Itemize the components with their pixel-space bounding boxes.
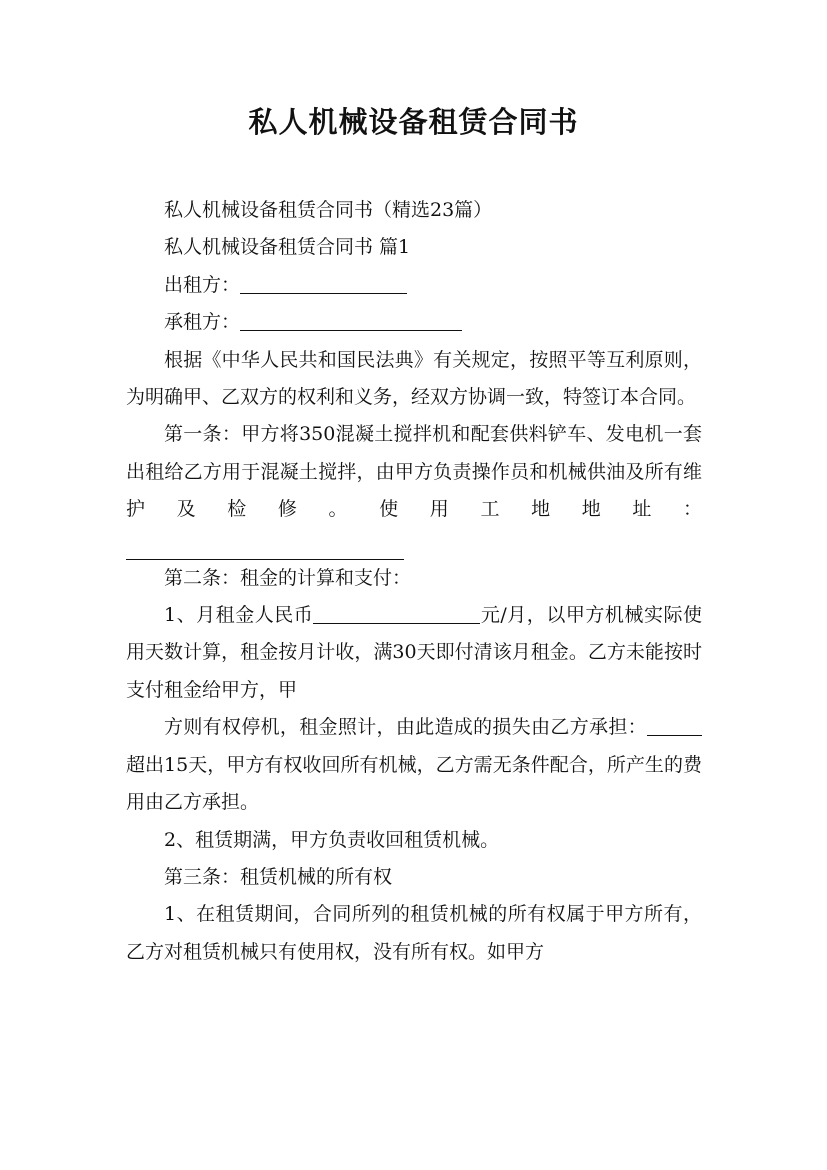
rent-suffix: 元/月，以甲方机械实际使用天数计算，租金按月计收，满30天即付清该月租金。乙方未能按时支付租金给甲方，甲 xyxy=(126,604,702,701)
lessee-line xyxy=(126,304,702,341)
section-heading: 私人机械设备租赁合同书 篇1 xyxy=(164,236,411,259)
monthly-rent-blank[interactable] xyxy=(313,604,480,624)
lessee-blank[interactable] xyxy=(240,311,462,331)
continued-text-b: 超出15天，甲方有权收回所有机械，乙方需无条件配合，所产生的费用由乙方承担。 xyxy=(126,753,702,814)
article-3-heading: 第三条：租赁机械的所有权 xyxy=(164,865,393,888)
lessor-blank[interactable] xyxy=(240,274,407,294)
lessor-label: 出租方： xyxy=(164,273,241,296)
article-2-item-1-continued xyxy=(126,709,702,821)
rent-prefix: 1、月租金人民币 xyxy=(164,604,314,627)
lessee-label: 承租方： xyxy=(164,311,241,334)
article-2-item-1 xyxy=(126,597,702,709)
article-2-heading: 第二条：租金的计算和支付： xyxy=(164,566,412,589)
document-body xyxy=(126,192,702,971)
lessor-line xyxy=(126,267,702,304)
document-title: 私人机械设备租赁合同书 xyxy=(248,105,579,139)
article-3-item-1: 1、在租赁期间，合同所列的租赁机械的所有权属于甲方所有，乙方对租赁机械只有使用权，没有所有权。如甲方 xyxy=(126,903,702,963)
site-address-blank[interactable] xyxy=(126,529,404,560)
subtitle: 私人机械设备租赁合同书（精选23篇） xyxy=(164,199,493,221)
article-1-paragraph: 第一条：甲方将350混凝土搅拌机和配套供料铲车、发电机一套出租给乙方用于混凝土搅拌，由甲方负责操作员和机械供油及所有维护及检修。使用工地地址： xyxy=(126,423,702,521)
days-blank[interactable] xyxy=(647,716,702,736)
article-2-item-2: 2、租赁期满，甲方负责收回租赁机械。 xyxy=(164,828,500,851)
continued-text-a: 方则有权停机，租金照计，由此造成的损失由乙方承担： xyxy=(164,716,647,739)
preamble-paragraph: 根据《中华人民共和国民法典》有关规定，按照平等互利原则，为明确甲、乙双方的权利和义务，经双方协调一致，特签订本合同。 xyxy=(126,348,702,409)
